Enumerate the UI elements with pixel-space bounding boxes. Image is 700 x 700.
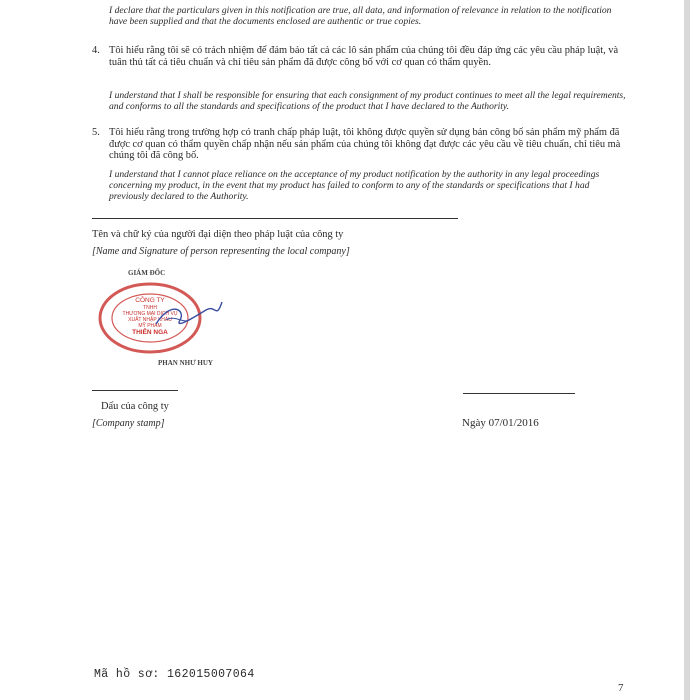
item-number: 4. [92,45,100,56]
signer-name: PHAN NHƯ HUY [158,359,213,367]
signer-title: GIÁM ĐỐC [128,269,166,277]
svg-text:THƯƠNG MẠI DỊCH VỤ: THƯƠNG MẠI DỊCH VỤ [122,311,178,317]
stamp-line [92,390,178,391]
date-text: Ngày 07/01/2016 [462,417,539,429]
item-5-en-text: I understand that I cannot place reliance on the acceptance of my product notification by the authority in any legal proceedings concerning my product, in the event that my product has failed to conform to any of the standards or specifications that I had previously declared to the Authority. [109,169,600,202]
svg-text:CÔNG TY: CÔNG TY [135,297,165,304]
page-number: 7 [618,682,624,694]
signature-label-en: [Name and Signature of person representing the local company] [92,246,350,257]
divider-line [92,218,458,219]
company-stamp-label-en: [Company stamp] [92,418,165,429]
svg-text:THIÊN NGA: THIÊN NGA [132,329,168,336]
item-number: 5. [92,127,100,138]
item-5-vi-text: Tôi hiểu rằng trong trường hợp có tranh chấp pháp luật, tôi không được quyền sử dụng bản công bố sản phẩm mỹ phẩm đã được cơ quan có thẩm quyền chấp nhận nếu sản phẩm của chúng tôi không đạt được các yêu cầu về tiêu chuẩn, chỉ tiêu mà chúng tôi đã công bố. [109,127,621,161]
item-4-en-text: I understand that I shall be responsible for ensuring that each consignment of my product continues to meet all the legal requirements, and conforms to all the standards and specifications of the product that I have declared to the Authority. [109,90,626,112]
signature-label-vi: Tên và chữ ký của người đại diện theo pháp luật của công ty [92,229,344,240]
declaration-paragraph-en: I declare that the particulars given in this notification are true, all data, and information of relevance in relation to the notification have been supplied and that the documents enclosed are authentic or true copies. [109,5,612,27]
svg-text:XUẤT NHẬP KHẨU: XUẤT NHẬP KHẨU [128,317,172,323]
company-seal-icon [96,280,224,360]
date-line [463,393,575,394]
file-number: Mã hồ sơ: 162015007064 [94,668,255,681]
item-4-vi-text: Tôi hiểu rằng tôi sẽ có trách nhiệm để đảm bảo tất cả các lô sản phẩm của chúng tôi đều đáp ứng các yêu cầu pháp luật, và tuân thủ tất cả tiêu chuẩn và chỉ tiêu sản phẩm đã được công bố với cơ quan có thẩm quyền. [109,45,619,68]
svg-text:MỸ PHẨM: MỸ PHẨM [138,323,162,329]
svg-text:TNHH: TNHH [143,305,157,311]
company-stamp-label-vi: Dấu của công ty [101,401,169,412]
